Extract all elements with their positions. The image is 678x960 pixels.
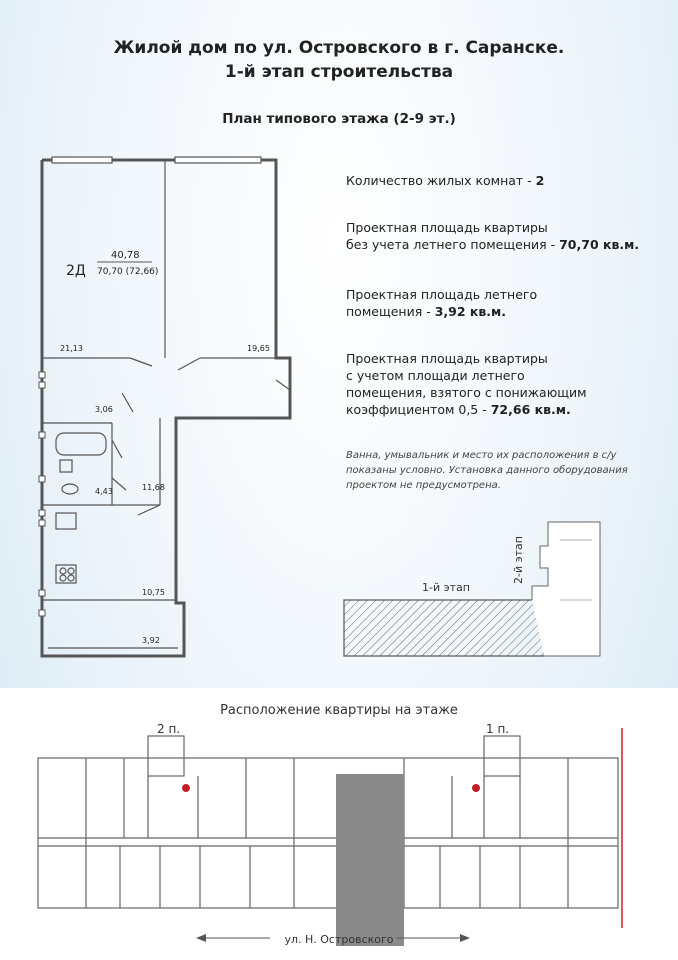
room-area: 3,06 — [95, 405, 113, 414]
page-title: Жилой дом по ул. Островского в г. Саранске. 1-й этап строительства — [113, 38, 565, 82]
stage1-label: 1-й этап — [422, 581, 470, 594]
summer-area: Проектная площадь летнего помещения - 3,92 кв.м. — [346, 287, 538, 319]
rooms-count: Количество жилых комнат - 2 — [346, 173, 545, 188]
location-title: Расположение квартиры на этаже — [220, 703, 458, 718]
area-with-summer: Проектная площадь квартиры с учетом площади летнего помещения, взятого с понижающим коэффициентом 0,5 - 72,66 кв.м. — [346, 351, 587, 417]
street-label: ул. Н. Островского — [284, 933, 394, 946]
floor-plan-overview — [0, 688, 678, 960]
highlighted-apartment — [336, 774, 404, 946]
site-plan — [344, 522, 600, 656]
total-area: 70,70 (72,66) — [97, 267, 159, 277]
apartment-label: 2Д — [66, 263, 86, 279]
room-area: 11,68 — [142, 483, 165, 492]
floor-location-panel — [0, 688, 678, 960]
room-area: 3,92 — [142, 636, 160, 645]
room-area: 10,75 — [142, 588, 165, 597]
plan-subtitle: План типового этажа (2-9 эт.) — [222, 111, 456, 127]
room-area: 4,43 — [95, 487, 113, 496]
entrance-2-label: 2 п. — [157, 722, 181, 736]
area-without-summer: Проектная площадь квартиры без учета летнего помещения - 70,70 кв.м. — [346, 220, 640, 252]
stage2-label: 2-й этап — [512, 536, 525, 584]
room-area: 21,13 — [60, 344, 83, 353]
living-area: 40,78 — [111, 250, 140, 261]
room-area: 19,65 — [247, 344, 270, 353]
entrance-1-label: 1 п. — [486, 722, 510, 736]
equipment-note: Ванна, умывальник и место их расположения в с/у показаны условно. Установка данного оборудования проектом не предусмотрена. — [346, 450, 628, 491]
